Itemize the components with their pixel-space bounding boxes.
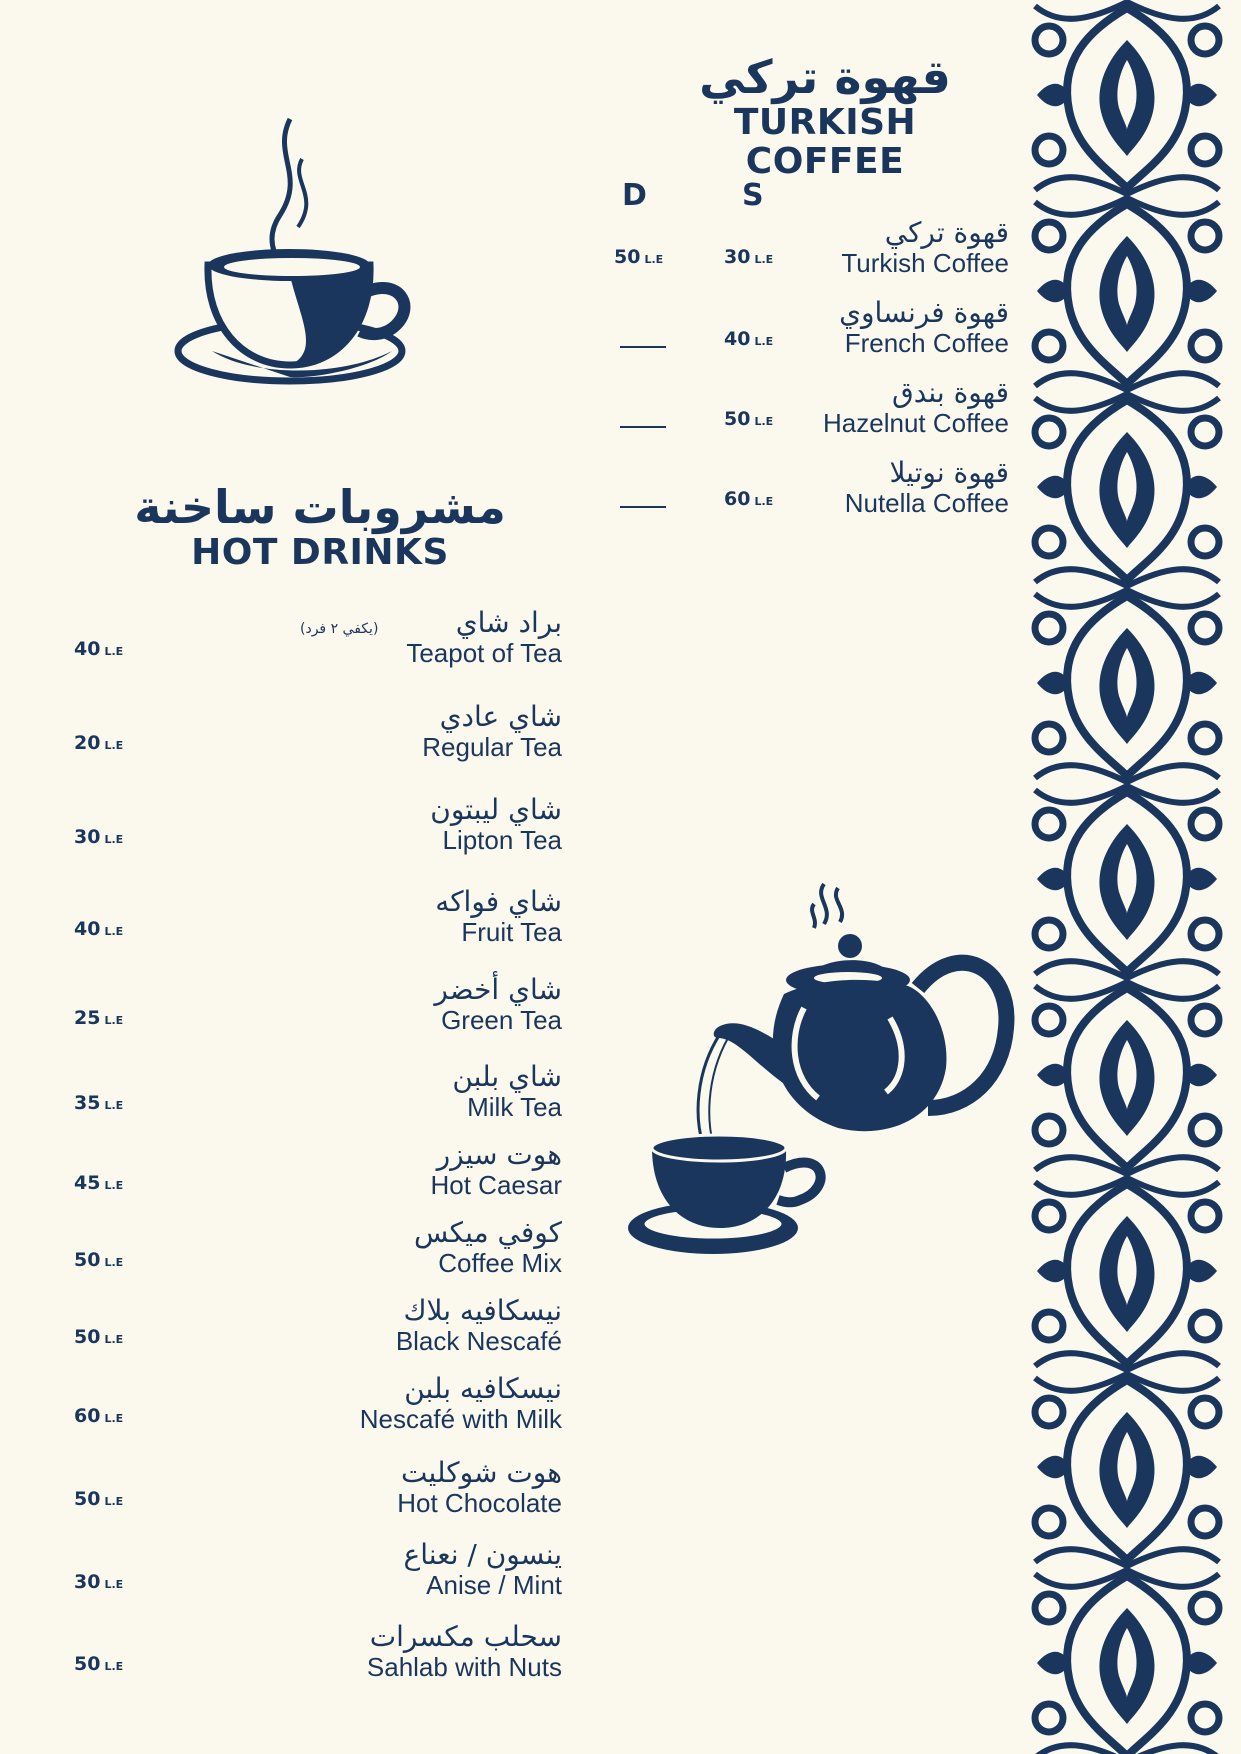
item-name-en: Hot Chocolate — [397, 1487, 562, 1518]
teapot-pouring-icon — [628, 878, 1028, 1278]
item-name-en: Nutella Coffee — [844, 487, 1009, 518]
currency-label: L.E — [104, 1179, 124, 1192]
menu-item — [202, 795, 562, 856]
price-value: 50 — [724, 408, 751, 430]
col-double-label: D — [622, 178, 647, 213]
item-name-en: Hot Caesar — [430, 1169, 562, 1200]
price-value: 60 — [74, 1405, 101, 1427]
price-value: 40 — [74, 918, 101, 940]
item-name-en: Fruit Tea — [461, 916, 562, 947]
item-name-en: Coffee Mix — [438, 1247, 562, 1278]
turkish-coffee-heading — [650, 52, 1000, 182]
menu-item — [202, 1622, 562, 1683]
price-single — [724, 408, 773, 430]
menu-item — [202, 975, 562, 1036]
item-name-ar: هوت شوكليت — [401, 1456, 562, 1489]
menu-item — [202, 1374, 562, 1435]
price-value: 45 — [74, 1172, 101, 1194]
item-name-ar: هوت سيزر — [436, 1138, 562, 1171]
menu-item — [202, 1458, 562, 1519]
price-value: 50 — [74, 1488, 101, 1510]
price-value: 25 — [74, 1007, 101, 1029]
currency-label: L.E — [104, 925, 124, 938]
turkish-coffee-title-ar: قهوة تركي — [699, 50, 951, 104]
hot-drinks-heading — [130, 482, 510, 572]
currency-label: L.E — [104, 739, 124, 752]
item-name-en: Milk Tea — [467, 1091, 562, 1122]
price-single — [724, 488, 773, 510]
price — [74, 1571, 123, 1593]
price-value: 50 — [74, 1326, 101, 1348]
price-double — [614, 246, 663, 268]
price — [74, 1653, 123, 1675]
item-name-en: Lipton Tea — [442, 824, 562, 855]
item-name-en: French Coffee — [844, 327, 1009, 358]
price — [74, 918, 123, 940]
item-name-en: Green Tea — [441, 1004, 562, 1035]
currency-label: L.E — [754, 495, 774, 508]
price-value: 40 — [724, 328, 751, 350]
menu-item — [202, 702, 562, 763]
item-name-ar: شاي فواكه — [435, 885, 562, 918]
price-single — [724, 246, 773, 268]
menu-item — [202, 887, 562, 948]
currency-label: L.E — [104, 1578, 124, 1591]
price — [74, 638, 123, 660]
item-name-ar: شاي ليبتون — [430, 793, 562, 826]
item-name-en: Anise / Mint — [426, 1569, 562, 1600]
item-name-en: Teapot of Tea — [406, 637, 562, 668]
menu-item — [202, 1296, 562, 1357]
item-name-en: Sahlab with Nuts — [366, 1651, 562, 1682]
price — [74, 1326, 123, 1348]
menu-item — [749, 458, 1009, 519]
price-value: 50 — [74, 1249, 101, 1271]
turkish-coffee-title-en: TURKISH COFFEE — [733, 101, 917, 183]
price-value: 40 — [74, 638, 101, 660]
item-name-en: Regular Tea — [422, 731, 562, 762]
item-name-ar: شاي أخضر — [434, 973, 562, 1006]
price-value: 30 — [74, 1571, 101, 1593]
price — [74, 732, 123, 754]
item-name-ar: ينسون / نعناع — [403, 1538, 562, 1571]
price — [74, 1405, 123, 1427]
menu-item — [749, 298, 1009, 359]
item-name-ar: قهوة بندق — [892, 376, 1009, 409]
currency-label: L.E — [104, 1412, 124, 1425]
currency-label: L.E — [644, 253, 664, 266]
currency-label: L.E — [104, 1660, 124, 1673]
item-name-ar: قهوة تركي — [884, 216, 1009, 249]
menu-item — [202, 1218, 562, 1279]
currency-label: L.E — [104, 1256, 124, 1269]
item-name-ar: سحلب مكسرات — [369, 1620, 562, 1653]
price-unavailable-dash — [620, 506, 666, 508]
price-value: 60 — [724, 488, 751, 510]
price — [74, 826, 123, 848]
item-name-ar: شاي عادي — [439, 700, 562, 733]
price — [74, 1092, 123, 1114]
menu-item — [202, 1140, 562, 1201]
menu-item — [202, 608, 562, 669]
menu-item — [202, 1062, 562, 1123]
currency-label: L.E — [104, 1014, 124, 1027]
price-unavailable-dash — [620, 426, 666, 428]
price-value: 30 — [724, 246, 751, 268]
ornamental-border — [1029, 0, 1225, 1754]
item-name-en: Hazelnut Coffee — [823, 407, 1009, 438]
item-name-ar: كوفي ميكس — [413, 1216, 562, 1249]
price-value: 50 — [614, 246, 641, 268]
price — [74, 1249, 123, 1271]
currency-label: L.E — [104, 833, 124, 846]
item-name-ar: نيسكافيه بلاك — [403, 1294, 562, 1327]
currency-label: L.E — [754, 335, 774, 348]
item-name-ar: قهوة نوتيلا — [889, 456, 1009, 489]
currency-label: L.E — [104, 1495, 124, 1508]
currency-label: L.E — [754, 415, 774, 428]
currency-label: L.E — [104, 1333, 124, 1346]
currency-label: L.E — [754, 253, 774, 266]
price-single — [724, 328, 773, 350]
teapot-serving-note: (يكفي ٢ فرد) — [300, 621, 379, 637]
price — [74, 1172, 123, 1194]
hot-drinks-title-en: HOT DRINKS — [191, 531, 449, 573]
price-unavailable-dash — [620, 346, 666, 348]
item-name-ar: قهوة فرنساوي — [839, 296, 1009, 329]
item-name-ar: براد شاي — [455, 606, 562, 639]
currency-label: L.E — [104, 645, 124, 658]
item-name-ar: شاي بلبن — [452, 1060, 562, 1093]
item-name-en: Black Nescafé — [395, 1325, 562, 1356]
currency-label: L.E — [104, 1099, 124, 1112]
menu-item — [749, 378, 1009, 439]
menu-item — [749, 218, 1009, 279]
hot-drinks-title-ar: مشروبات ساخنة — [134, 480, 506, 534]
price-value: 20 — [74, 732, 101, 754]
col-single-label: S — [742, 178, 764, 213]
price-value: 50 — [74, 1653, 101, 1675]
item-name-en: Turkish Coffee — [841, 247, 1009, 278]
item-name-en: Nescafé with Milk — [359, 1403, 562, 1434]
price — [74, 1007, 123, 1029]
price-value: 35 — [74, 1092, 101, 1114]
coffee-cup-icon — [172, 115, 412, 395]
price-value: 30 — [74, 826, 101, 848]
menu-item — [202, 1540, 562, 1601]
item-name-ar: نيسكافيه بلبن — [404, 1372, 562, 1405]
price — [74, 1488, 123, 1510]
